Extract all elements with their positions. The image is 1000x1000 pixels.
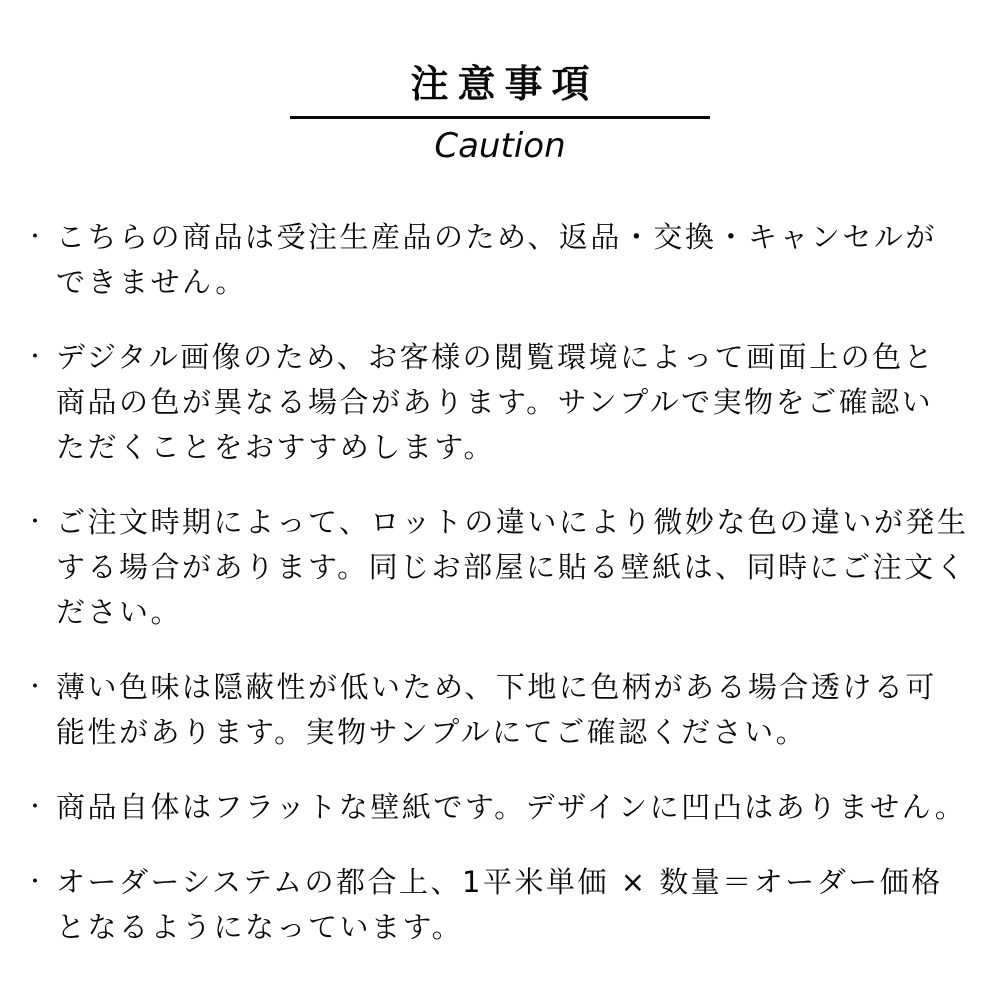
note-line: ただくことをおすすめします。: [56, 429, 495, 464]
bullet-marker: ・: [24, 224, 49, 250]
note-item: [20, 860, 984, 950]
note-text: [56, 665, 984, 755]
note-line: こちらの商品は受注生産品のため、返品・交換・キャンセルが: [56, 219, 937, 254]
note-line: できません。: [56, 264, 247, 299]
note-text: [56, 335, 984, 470]
note-item: [20, 500, 984, 635]
bullet-marker: ・: [24, 509, 49, 535]
note-line: ご注文時期によって、ロットの違いにより微妙な色の違いが発生: [56, 504, 969, 539]
note-line: する場合があります。同じお部屋に貼る壁紙は、同時にご注文く: [56, 549, 968, 584]
note-text: [56, 500, 984, 635]
notes-list: [0, 215, 1000, 950]
note-text: [56, 785, 984, 830]
note-item: [20, 665, 984, 755]
note-item: [20, 215, 984, 305]
page-subtitle: Caution: [434, 125, 566, 166]
note-text: [56, 860, 984, 950]
note-line: デジタル画像のため、お客様の閲覧環境によって画面上の色と: [56, 339, 936, 374]
page-header: [0, 0, 1000, 165]
note-line: 薄い色味は隠蔽性が低いため、下地に色柄がある場合透ける可: [56, 669, 937, 704]
bullet-marker: ・: [24, 674, 49, 700]
title-underline: [290, 116, 710, 119]
bullet-marker: ・: [24, 869, 49, 895]
note-item: [20, 335, 984, 470]
bullet-marker: ・: [24, 794, 49, 820]
note-item: [20, 785, 984, 830]
note-line: 商品自体はフラットな壁紙です。デザインに凹凸はありません。: [56, 789, 967, 824]
note-line: オーダーシステムの都合上、1平米単価 × 数量＝オーダー価格: [56, 864, 943, 899]
note-line: ださい。: [56, 594, 183, 629]
note-line: 商品の色が異なる場合があります。サンプルで実物をご確認い: [56, 384, 934, 419]
note-line: 能性があります。実物サンプルにてご確認ください。: [56, 714, 808, 749]
note-text: [56, 215, 984, 305]
bullet-marker: ・: [24, 344, 49, 370]
page-title: 注意事項: [410, 62, 599, 106]
note-line: となるようになっています。: [56, 909, 464, 944]
